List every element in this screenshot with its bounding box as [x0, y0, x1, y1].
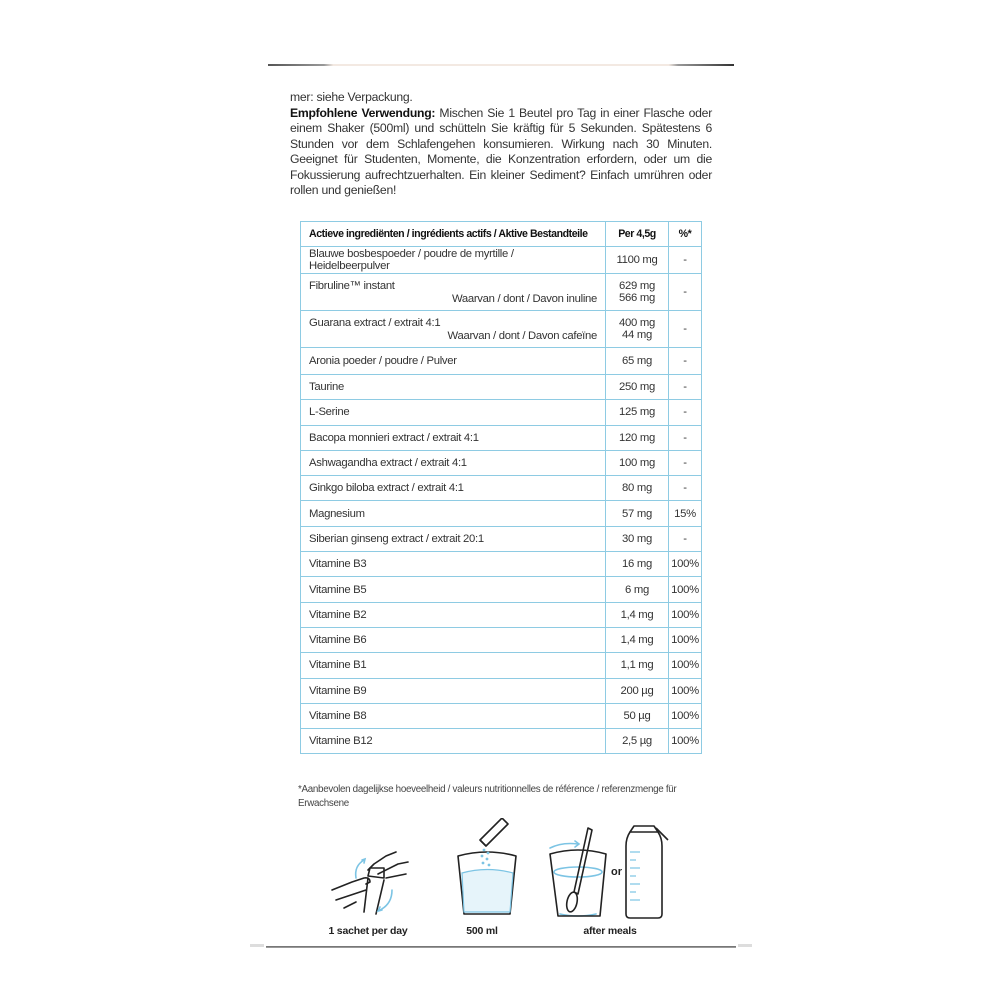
step-caption-timing: after meals [583, 925, 637, 937]
ingredient-percent: - [669, 400, 702, 425]
table-row [301, 577, 702, 602]
ingredient-name: Fibruline™ instant [309, 279, 395, 292]
ingredient-amount: 50 µg [606, 703, 669, 728]
ingredient-name: Vitamine B8 [301, 703, 606, 728]
ingredient-percent: 100% [669, 729, 702, 754]
panel-top-edge [268, 64, 734, 66]
ingredient-amount: 6 mg [606, 577, 669, 602]
table-row [301, 501, 702, 526]
ingredient-percent: - [669, 348, 702, 375]
ingredient-percent: 100% [669, 653, 702, 678]
ingredient-name: Taurine [301, 375, 606, 400]
ingredient-sub-amount: 44 mg [622, 329, 652, 341]
ingredient-name: L-Serine [301, 400, 606, 425]
ingredient-amount: 1,1 mg [606, 653, 669, 678]
ingredient-name: Vitamine B3 [301, 552, 606, 577]
table-header-row [301, 222, 702, 247]
ingredient-name: Guarana extract / extrait 4:1 [309, 316, 441, 329]
ingredient-percent: - [669, 274, 702, 311]
ingredient-amount: 120 mg [606, 425, 669, 450]
ingredient-percent: 100% [669, 552, 702, 577]
ingredient-sub-amount: 566 mg [619, 292, 655, 304]
table-row [301, 627, 702, 652]
ingredient-name: Vitamine B1 [301, 653, 606, 678]
step-caption-sachet: 1 sachet per day [328, 925, 408, 937]
ingredient-amount: 100 mg [606, 450, 669, 475]
table-row [301, 400, 702, 425]
table-row [301, 348, 702, 375]
ingredient-amount: 16 mg [606, 552, 669, 577]
sachet-pouring-into-glass-icon [452, 818, 522, 918]
table-row [301, 602, 702, 627]
ingredient-percent: - [669, 311, 702, 348]
ingredient-amount-cell [606, 274, 669, 311]
table-row [301, 729, 702, 754]
table-row [301, 476, 702, 501]
table-row [301, 375, 702, 400]
ingredient-amount: 400 mg [619, 316, 655, 329]
table-row [301, 653, 702, 678]
table-row [301, 526, 702, 551]
usage-instructions [290, 90, 712, 199]
hands-shaking-sachet-icon [326, 838, 416, 918]
ingredient-amount: 80 mg [606, 476, 669, 501]
or-label: or [611, 866, 622, 878]
ingredient-name: Bacopa monnieri extract / extrait 4:1 [301, 425, 606, 450]
ingredient-percent: - [669, 526, 702, 551]
table-row [301, 450, 702, 475]
ingredient-amount: 30 mg [606, 526, 669, 551]
ingredient-name-cell [301, 311, 606, 348]
intro-line-0: mer: siehe Verpackung. [290, 90, 413, 104]
ingredient-percent: - [669, 476, 702, 501]
ingredient-percent: 100% [669, 627, 702, 652]
ingredient-percent: - [669, 450, 702, 475]
ingredient-percent: 100% [669, 703, 702, 728]
ingredient-name: Aronia poeder / poudre / Pulver [301, 348, 606, 375]
table-row [301, 425, 702, 450]
table-row [301, 552, 702, 577]
ingredient-percent: - [669, 425, 702, 450]
ingredient-name: Magnesium [301, 501, 606, 526]
ingredient-percent: - [669, 247, 702, 274]
ingredient-amount: 250 mg [606, 375, 669, 400]
ingredient-name: Vitamine B12 [301, 729, 606, 754]
ingredient-name-cell [301, 274, 606, 311]
ingredient-percent: 100% [669, 577, 702, 602]
usage-paragraph [290, 106, 712, 199]
ingredient-amount: 2,5 µg [606, 729, 669, 754]
ingredient-percent: 15% [669, 501, 702, 526]
ingredient-amount-cell [606, 311, 669, 348]
table-row [301, 311, 702, 348]
header-percent: %* [669, 222, 702, 247]
ingredient-name: Blauwe bosbespoeder / poudre de myrtille / Heidelbeerpulver [301, 247, 606, 274]
ingredient-amount: 65 mg [606, 348, 669, 375]
ingredient-name: Vitamine B6 [301, 627, 606, 652]
ingredient-percent: 100% [669, 678, 702, 703]
table-row [301, 678, 702, 703]
ingredients-table [300, 221, 702, 754]
ingredient-name: Siberian ginseng extract / extrait 20:1 [301, 526, 606, 551]
ingredient-name: Vitamine B5 [301, 577, 606, 602]
panel-bottom-edge [266, 946, 736, 948]
ingredient-sub-name: Waarvan / dont / Davon inuline [451, 292, 597, 305]
ingredient-amount: 629 mg [619, 279, 655, 292]
ingredient-name: Vitamine B9 [301, 678, 606, 703]
ingredient-name: Ginkgo biloba extract / extrait 4:1 [301, 476, 606, 501]
ingredient-amount: 1,4 mg [606, 627, 669, 652]
footnote: *Aanbevolen dagelijkse hoeveelheid / valeurs nutritionnelles de référence / referenzmenge für Erwachsene [298, 784, 677, 809]
ingredient-amount: 125 mg [606, 400, 669, 425]
ingredient-percent: 100% [669, 602, 702, 627]
ingredient-amount: 200 µg [606, 678, 669, 703]
ingredient-amount: 1100 mg [606, 247, 669, 274]
header-amount: Per 4,5g [606, 222, 669, 247]
usage-text: Mischen Sie 1 Beutel pro Tag in einer Flasche oder einem Shaker (500ml) und schütteln Sie kräftig für 5 Sekunden. Spätestens 6 Stunden vor dem Schlafengehen konsumieren. Wirkung nach 30 Minuten. Geeignet für Studenten, Momente, die Konzentration erfordern, oder um die Fokussierung aufrechtzuerhalten. Ein kleiner Sediment? Einfach umrühren oder rollen und genießen! [290, 105, 712, 197]
table-row [301, 274, 702, 311]
usage-label: Empfohlene Verwendung: [290, 105, 436, 120]
table-row [301, 703, 702, 728]
header-ingredient: Actieve ingrediënten / ingrédients actifs / Aktive Bestandteile [301, 222, 606, 247]
step-caption-volume: 500 ml [466, 925, 498, 937]
ingredient-name: Vitamine B2 [301, 602, 606, 627]
ingredient-amount: 1,4 mg [606, 602, 669, 627]
ingredient-amount: 57 mg [606, 501, 669, 526]
table-row [301, 247, 702, 274]
ingredient-percent: - [669, 375, 702, 400]
ingredient-name: Ashwagandha extract / extrait 4:1 [301, 450, 606, 475]
ingredient-sub-name: Waarvan / dont / Davon cafeïne [447, 329, 597, 342]
